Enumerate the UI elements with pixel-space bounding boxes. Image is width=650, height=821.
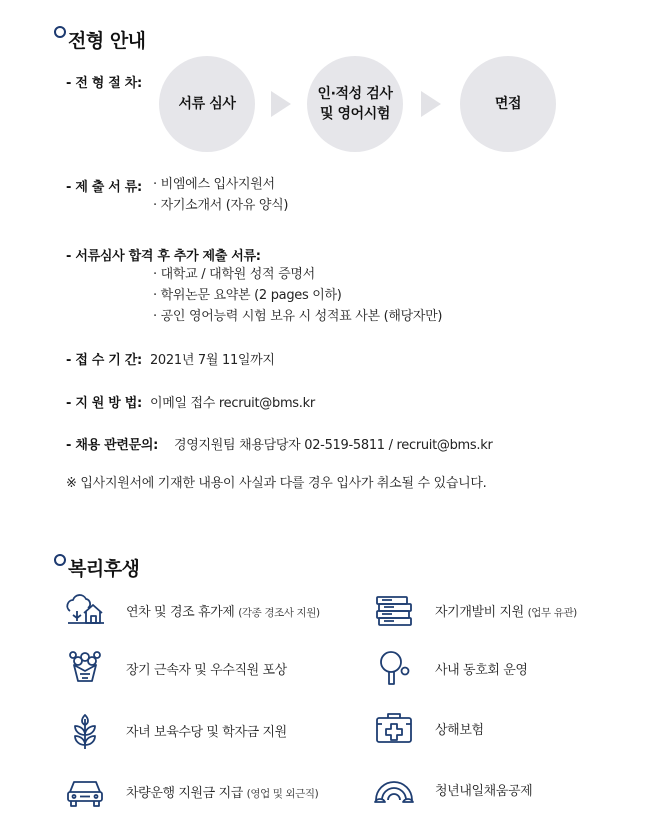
benefit-text: 자기개발비 지원 bbox=[435, 604, 524, 620]
deadline-value: 2021년 7월 11일까지 bbox=[149, 353, 275, 368]
process-row bbox=[66, 72, 142, 91]
benefit-note: (영업 및 외근직) bbox=[246, 787, 319, 800]
benefit-item bbox=[373, 589, 577, 631]
benefit-item bbox=[64, 647, 287, 689]
sprout-icon bbox=[64, 709, 106, 751]
list-item: · 공인 영어능력 시험 보유 시 성적표 사본 (해당자만) bbox=[153, 309, 443, 324]
benefit-note: (업무 유관) bbox=[527, 606, 577, 619]
deadline-label: - 접 수 기 간: bbox=[66, 353, 142, 368]
step-arrow-icon bbox=[421, 91, 441, 117]
section-header-selection bbox=[54, 26, 146, 53]
method-value: 이메일 접수 recruit@bms.kr bbox=[149, 396, 315, 411]
step-aptitude-test bbox=[307, 56, 403, 152]
method-row bbox=[66, 392, 315, 411]
step-label: 서류 심사 bbox=[178, 96, 236, 112]
additional-label: - 서류심사 합격 후 추가 제출 서류: bbox=[66, 249, 261, 264]
section-title: 복리후생 bbox=[68, 558, 140, 580]
method-label: - 지 원 방 법: bbox=[66, 396, 142, 411]
benefit-note: (각종 경조사 지원) bbox=[238, 606, 320, 619]
benefit-text: 청년내일채움공제 bbox=[435, 783, 533, 799]
documents-list bbox=[153, 174, 288, 216]
step-document-review bbox=[159, 56, 255, 152]
documents-row bbox=[66, 176, 142, 195]
books-icon bbox=[373, 589, 415, 631]
additional-row bbox=[66, 245, 261, 264]
list-item: · 비엠에스 입사지원서 bbox=[153, 177, 275, 192]
benefit-item bbox=[373, 647, 528, 689]
benefit-item bbox=[373, 768, 532, 810]
ping-pong-icon bbox=[373, 647, 415, 689]
inquiry-value: 경영지원팀 채용담당자 02-519-5811 / recruit@bms.kr bbox=[174, 438, 493, 453]
step-interview bbox=[460, 56, 556, 152]
first-aid-kit-icon bbox=[373, 707, 415, 749]
bouquet-icon bbox=[64, 647, 106, 689]
list-item: · 학위논문 요약본 (2 pages 이하) bbox=[153, 288, 342, 303]
house-tree-icon bbox=[64, 589, 106, 631]
benefit-text: 자녀 보육수당 및 학자금 지원 bbox=[126, 724, 287, 740]
list-item: · 대학교 / 대학원 성적 증명서 bbox=[153, 267, 315, 282]
process-label: - 전 형 절 차: bbox=[66, 76, 142, 91]
step-arrow-icon bbox=[271, 91, 291, 117]
benefit-item bbox=[373, 707, 484, 749]
benefit-text: 장기 근속자 및 우수직원 포상 bbox=[126, 662, 287, 678]
benefit-text: 차량운행 지원금 지급 bbox=[126, 785, 243, 801]
step-label: 면접 bbox=[494, 96, 522, 112]
inquiry-label: - 채용 관련문의: bbox=[66, 438, 158, 453]
rainbow-icon bbox=[373, 768, 415, 810]
section-title: 전형 안내 bbox=[68, 30, 146, 52]
bullet-circle-icon bbox=[54, 554, 66, 566]
section-header-welfare bbox=[54, 554, 139, 581]
bullet-circle-icon bbox=[54, 26, 66, 38]
benefit-item bbox=[64, 589, 320, 631]
benefit-item bbox=[64, 709, 287, 751]
notice-text: ※ 입사지원서에 기재한 내용이 사실과 다를 경우 입사가 취소될 수 있습니다. bbox=[66, 476, 487, 491]
step-label-line2: 및 영어시험 bbox=[319, 106, 391, 122]
benefit-text: 연차 및 경조 휴가제 bbox=[126, 604, 235, 620]
documents-label: - 제 출 서 류: bbox=[66, 180, 142, 195]
step-label: 인·적성 검사 bbox=[317, 86, 393, 102]
car-icon bbox=[64, 770, 106, 812]
benefit-text: 상해보험 bbox=[435, 722, 484, 738]
deadline-row bbox=[66, 349, 275, 368]
benefit-item bbox=[64, 770, 318, 812]
list-item: · 자기소개서 (자유 양식) bbox=[153, 198, 289, 213]
benefit-text: 사내 동호회 운영 bbox=[435, 662, 528, 678]
additional-list bbox=[153, 264, 442, 327]
inquiry-row bbox=[66, 434, 493, 453]
